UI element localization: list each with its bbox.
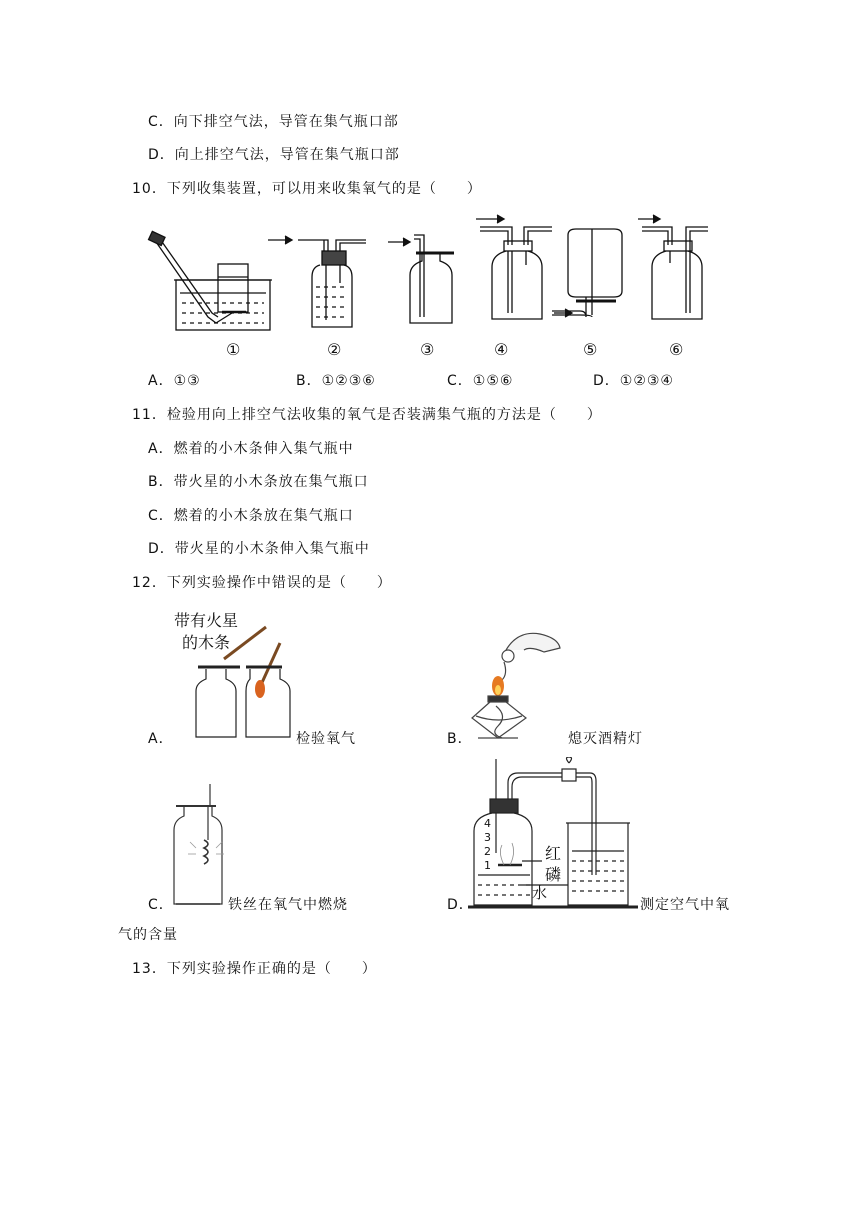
q12d-scale-4: 4 <box>484 817 491 830</box>
q12-stem: 12．下列实验操作中错误的是（ ） <box>132 575 392 591</box>
q10-figure <box>140 205 720 360</box>
q12d-label-water: 水 <box>532 884 548 902</box>
q10-option-c: C．①⑤⑥ <box>447 373 514 389</box>
q12d-figure <box>468 757 638 912</box>
q11-option-c: C．燃着的小木条放在集气瓶口 <box>148 508 354 524</box>
q11-option-a: A．燃着的小木条伸入集气瓶中 <box>148 441 354 457</box>
q12-option-b-caption: 熄灭酒精灯 <box>568 731 643 747</box>
q11-stem: 11．检验用向上排空气法收集的氧气是否装满集气瓶的方法是（ ） <box>132 407 602 423</box>
q10-stem: 10．下列收集装置，可以用来收集氧气的是（ ） <box>132 181 482 197</box>
q10-option-d: D．①②③④ <box>593 373 674 389</box>
apparatus-2-bottle-arrow <box>268 236 366 327</box>
q10-option-a: A．①③ <box>148 373 201 389</box>
apparatus-label-2: ② <box>327 340 342 359</box>
q12-option-b-letter: B． <box>447 731 473 747</box>
q12a-fig-label-line2: 的木条 <box>182 633 231 652</box>
q12d-label-phosphorus: 磷 <box>545 865 562 884</box>
q12d-scale-2: 2 <box>484 845 491 858</box>
apparatus-6-bottle-arrow <box>638 215 708 319</box>
q12-option-a-letter: A． <box>148 731 174 747</box>
q12a-figure <box>190 625 300 745</box>
apparatus-label-5: ⑤ <box>583 340 598 359</box>
q12d-scale-3: 3 <box>484 831 491 844</box>
apparatus-3-bottle-arrow <box>388 235 454 323</box>
apparatus-label-4: ④ <box>494 340 509 359</box>
q10-option-b: B．①②③⑥ <box>296 373 376 389</box>
q12d-label-red: 红 <box>545 844 562 863</box>
q12-option-d-caption: 测定空气中氧 <box>640 897 730 913</box>
q12-option-c-letter: C． <box>148 897 174 913</box>
q11-option-d: D．带火星的小木条伸入集气瓶中 <box>148 541 370 557</box>
apparatus-1-water-trough <box>149 231 272 330</box>
q9-option-d: D．向上排空气法，导管在集气瓶口部 <box>148 147 400 163</box>
apparatus-4-bottle-arrow <box>476 215 552 319</box>
q13-stem: 13．下列实验操作正确的是（ ） <box>132 961 377 977</box>
q12b-figure <box>468 620 568 745</box>
q12-option-c-caption: 铁丝在氧气中燃烧 <box>228 897 348 913</box>
q11-option-b: B．带火星的小木条放在集气瓶口 <box>148 474 369 490</box>
q12c-figure <box>170 782 230 910</box>
q9-option-c: C．向下排空气法，导管在集气瓶口部 <box>148 114 399 130</box>
apparatus-label-1: ① <box>226 340 241 359</box>
q12-option-d-caption-cont: 气的含量 <box>118 927 178 943</box>
q12-option-d-letter: D． <box>447 897 474 913</box>
q12a-fig-label-line1: 带有火星 <box>174 611 239 630</box>
q12-option-a-caption: 检验氧气 <box>296 731 356 747</box>
apparatus-label-3: ③ <box>420 340 435 359</box>
apparatus-label-6: ⑥ <box>669 340 684 359</box>
q12d-scale-1: 1 <box>484 859 491 872</box>
apparatus-5-inverted-bottle <box>552 229 622 317</box>
